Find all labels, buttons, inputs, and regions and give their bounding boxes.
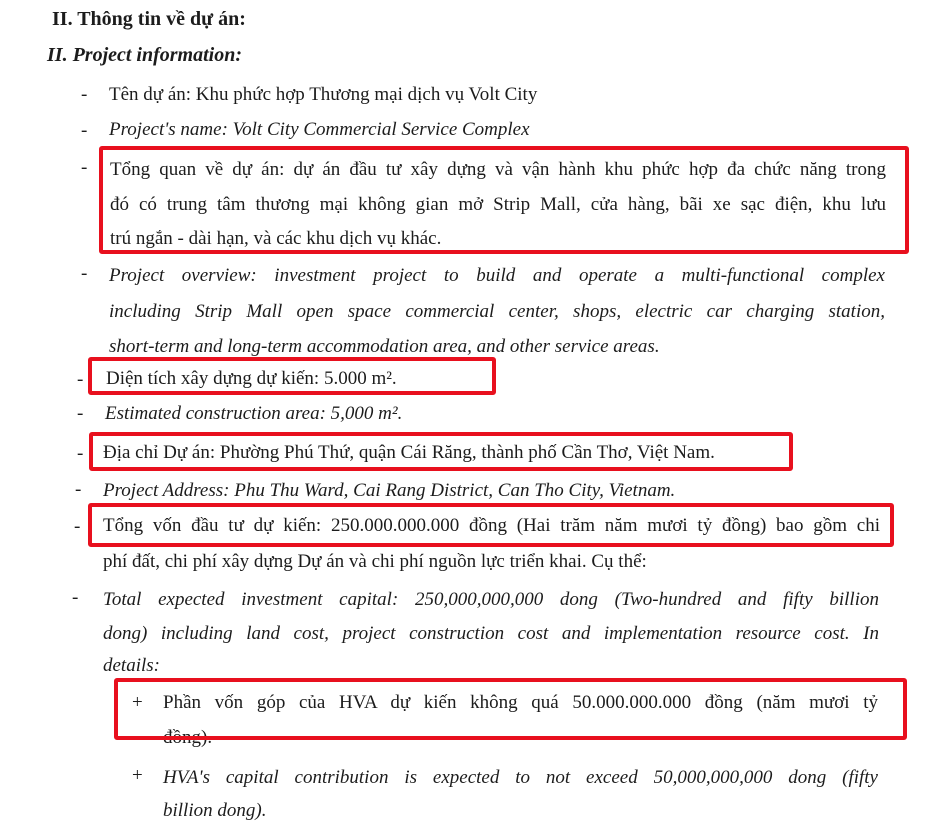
bullet-plus: + bbox=[132, 765, 143, 786]
bullet-dash: - bbox=[81, 84, 88, 105]
bullet-dash: - bbox=[74, 516, 81, 537]
address-vi: Địa chỉ Dự án: Phường Phú Thứ, quận Cái Răng, thành phố Cần Thơ, Việt Nam. bbox=[103, 442, 715, 463]
area-en: Estimated construction area: 5,000 m². bbox=[105, 403, 403, 424]
bullet-plus: + bbox=[132, 692, 143, 713]
bullet-dash: - bbox=[75, 479, 82, 500]
overview-en-line-1: Project overview: investment project to build and operate a multi-functional complex bbox=[109, 265, 885, 286]
bullet-dash: - bbox=[81, 120, 88, 141]
capital-en-line-2: dong) including land cost, project construction cost and implementation resource cost. In bbox=[103, 623, 879, 644]
project-name-vi: Tên dự án: Khu phức hợp Thương mại dịch vụ Volt City bbox=[109, 84, 538, 105]
hva-vi-line-2: đồng). bbox=[163, 727, 213, 748]
bullet-dash: - bbox=[77, 443, 84, 464]
area-vi: Diện tích xây dựng dự kiến: 5.000 m². bbox=[106, 368, 397, 389]
overview-vi-line-3: trú ngắn - dài hạn, và các khu dịch vụ khác. bbox=[110, 228, 442, 249]
project-name-en: Project's name: Volt City Commercial Service Complex bbox=[109, 119, 530, 140]
bullet-dash: - bbox=[81, 263, 88, 284]
capital-en-line-1: Total expected investment capital: 250,000,000,000 dong (Two-hundred and fifty billion bbox=[103, 589, 879, 610]
section-title-en: II. Project information: bbox=[47, 44, 243, 66]
overview-vi-line-1: Tổng quan về dự án: dự án đầu tư xây dựng và vận hành khu phức hợp đa chức năng trong bbox=[110, 159, 886, 180]
address-en: Project Address: Phu Thu Ward, Cai Rang District, Can Tho City, Vietnam. bbox=[103, 480, 676, 501]
overview-en-line-3: short-term and long-term accommodation area, and other service areas. bbox=[109, 336, 660, 357]
hva-vi-line-1: Phần vốn góp của HVA dự kiến không quá 50.000.000.000 đồng (năm mươi tỷ bbox=[163, 692, 878, 713]
overview-en-line-2: including Strip Mall open space commercial center, shops, electric car charging station, bbox=[109, 301, 885, 322]
hva-en-line-2: billion dong). bbox=[163, 800, 267, 821]
bullet-dash: - bbox=[72, 587, 79, 608]
bullet-dash: - bbox=[77, 369, 84, 390]
capital-en-line-3: details: bbox=[103, 655, 160, 676]
hva-en-line-1: HVA's capital contribution is expected to not exceed 50,000,000,000 dong (fifty bbox=[163, 767, 878, 788]
bullet-dash: - bbox=[81, 157, 88, 178]
overview-vi-line-2: đó có trung tâm thương mại không gian mở Strip Mall, cửa hàng, bãi xe sạc điện, khu lưu bbox=[110, 194, 886, 215]
bullet-dash: - bbox=[77, 403, 84, 424]
capital-vi-line-1: Tổng vốn đầu tư dự kiến: 250.000.000.000 đồng (Hai trăm năm mươi tỷ đồng) bao gồm chi bbox=[103, 515, 880, 536]
capital-vi-line-2: phí đất, chi phí xây dựng Dự án và chi phí nguồn lực triển khai. Cụ thể: bbox=[103, 551, 647, 572]
section-title-vi: II. Thông tin về dự án: bbox=[52, 8, 246, 30]
